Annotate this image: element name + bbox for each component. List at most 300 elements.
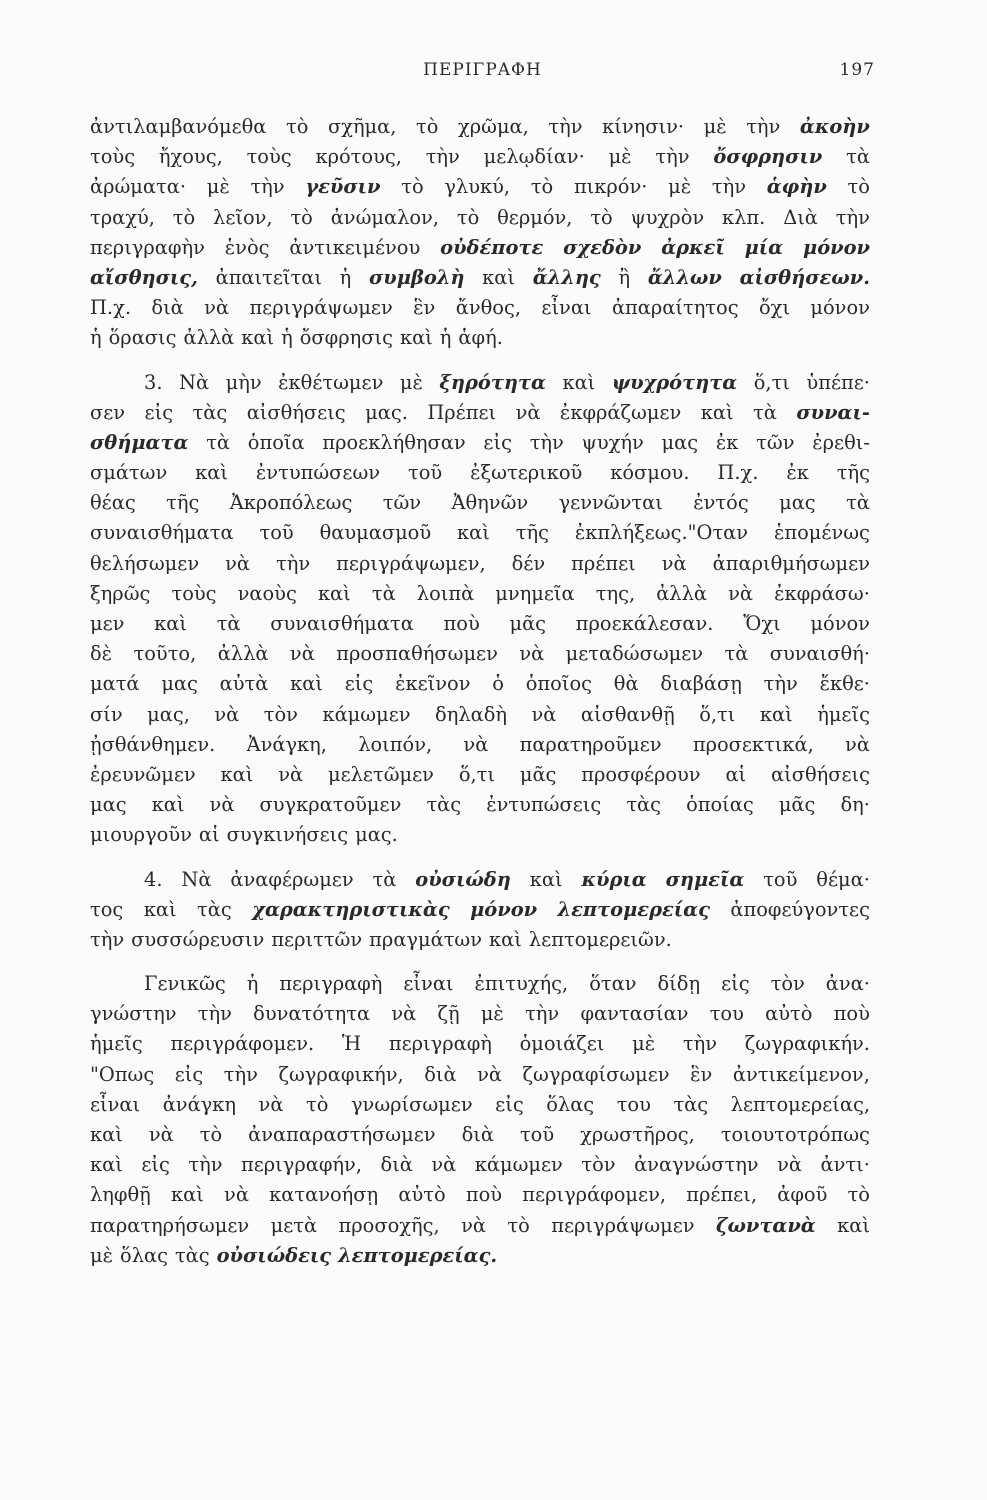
word: του bbox=[616, 1092, 651, 1116]
word: αἱ bbox=[725, 762, 747, 786]
word: λοιπὰ bbox=[416, 581, 475, 605]
emphasized-word: ὄσφρησιν bbox=[713, 145, 823, 169]
word: ἄνθος, bbox=[455, 296, 522, 320]
word: μὲ bbox=[632, 1032, 656, 1056]
word: ὅταν bbox=[589, 972, 637, 996]
word: Ὄχι bbox=[743, 612, 781, 635]
word: ἓν bbox=[690, 1062, 713, 1086]
word: αἰσθήσεις bbox=[246, 400, 346, 424]
word: νὰ bbox=[148, 1123, 174, 1146]
word: τὴν bbox=[529, 430, 564, 454]
word: τραχύ, bbox=[90, 205, 155, 229]
word: τῆς bbox=[836, 461, 870, 485]
word: τὰ bbox=[846, 145, 870, 169]
word: συναισθήματα bbox=[90, 521, 234, 545]
word: ἀντι· bbox=[820, 1153, 870, 1177]
word: εἶναι bbox=[403, 972, 454, 996]
word: 4. bbox=[144, 867, 163, 891]
text-line bbox=[90, 730, 870, 760]
word: δηλαδὴ bbox=[435, 702, 508, 726]
word: ἀρώματα· bbox=[90, 175, 186, 199]
word: τῶν bbox=[382, 491, 422, 515]
text-line bbox=[90, 895, 870, 925]
word: ἐκφράζωμεν bbox=[559, 400, 682, 424]
word: ἡ bbox=[439, 326, 452, 350]
word: Ἀνάγκη, bbox=[246, 732, 327, 756]
word: τοὺς bbox=[246, 145, 292, 169]
word: ματά bbox=[90, 672, 140, 696]
word: μεν bbox=[90, 612, 125, 635]
word: ναοὺς bbox=[237, 581, 297, 605]
word: μᾶς bbox=[509, 612, 547, 635]
word: Πρέπει bbox=[427, 400, 497, 424]
word: συναισθήματα bbox=[270, 612, 414, 635]
word: ἀναφέρωμεν bbox=[230, 867, 354, 891]
word: λοιπόν, bbox=[358, 732, 433, 756]
word: τὴν bbox=[746, 115, 781, 138]
word: Ἡ bbox=[341, 1032, 362, 1056]
word: τὸν bbox=[263, 702, 298, 726]
word: τὴν bbox=[197, 1002, 232, 1026]
word: Γενικῶς bbox=[144, 972, 226, 996]
word: κόσμου. bbox=[610, 461, 690, 485]
word: συναισθή· bbox=[769, 642, 870, 666]
word: τὰς bbox=[673, 1092, 709, 1116]
word: μὲ bbox=[703, 115, 727, 138]
word: ἀνα· bbox=[825, 972, 870, 996]
word: θέας bbox=[90, 491, 136, 515]
word: τὸ bbox=[199, 1123, 223, 1146]
word: ὄχι bbox=[758, 296, 790, 320]
word: αὐτὰ bbox=[219, 672, 269, 696]
word: ζωγραφίσωμεν bbox=[522, 1062, 670, 1086]
word: ἐρευνῶμεν bbox=[90, 762, 196, 786]
emphasized-word: αἴσθησις, bbox=[90, 265, 198, 289]
emphasized-word: ἀρκεῖ bbox=[661, 235, 725, 259]
word: προεκάλεσαν. bbox=[575, 612, 714, 635]
text-line bbox=[90, 263, 870, 293]
text-line bbox=[90, 865, 870, 895]
word: περιγράφομεν, bbox=[522, 1183, 667, 1207]
text-line bbox=[90, 1150, 870, 1180]
word: μνημεῖα bbox=[495, 581, 575, 605]
text-line bbox=[90, 609, 870, 639]
word: ἐντυπώσεις bbox=[486, 793, 602, 817]
word: γεννῶνται bbox=[558, 491, 663, 515]
word: θαυμασμοῦ bbox=[319, 521, 432, 545]
word: παρατηροῦμεν bbox=[519, 732, 662, 756]
word: μὲ bbox=[206, 175, 230, 199]
word: τὴν bbox=[763, 672, 798, 696]
word: νὰ bbox=[463, 732, 489, 756]
word: θελήσωμεν bbox=[90, 551, 200, 575]
word: νὰ bbox=[531, 702, 557, 726]
text-line bbox=[90, 1090, 870, 1120]
word: μὴν bbox=[225, 370, 262, 394]
word: καὶ bbox=[195, 461, 228, 485]
word: Π.χ. bbox=[90, 296, 131, 320]
word: διαβάσῃ bbox=[660, 672, 742, 696]
word: λεπτομερειῶν. bbox=[528, 927, 672, 951]
emphasized-word: μόνον bbox=[803, 235, 870, 259]
word: τὴν bbox=[548, 115, 583, 138]
word: νὰ bbox=[845, 732, 870, 756]
word: σχῆμα, bbox=[327, 115, 397, 138]
word: τὰ bbox=[206, 430, 231, 454]
word: μας. bbox=[365, 400, 408, 424]
word: εἰς bbox=[483, 430, 512, 454]
word: ἀνώμαλον, bbox=[330, 205, 440, 229]
word: συγκινήσεις bbox=[226, 823, 349, 847]
word: προσοχῆς, bbox=[338, 1213, 440, 1237]
word: ᾐσθάνθημεν. bbox=[90, 732, 216, 756]
word: ἡμεῖς bbox=[817, 702, 870, 726]
word: νὰ bbox=[278, 762, 304, 786]
word: "Οπως bbox=[90, 1062, 155, 1086]
word: ὁ bbox=[492, 672, 504, 696]
word: ζῇ bbox=[437, 1002, 460, 1026]
word: τοῦ bbox=[519, 1123, 555, 1146]
word: ὅ,τι bbox=[699, 702, 736, 726]
word: ὅλας bbox=[546, 1092, 595, 1116]
word: διὰ bbox=[151, 296, 184, 320]
text-line bbox=[90, 1211, 870, 1241]
text-line bbox=[90, 233, 870, 263]
word: τὴν bbox=[835, 205, 870, 229]
word: ψυχήν bbox=[581, 430, 644, 454]
word: αὐτὸ bbox=[765, 1002, 813, 1026]
word: χρῶμα, bbox=[457, 115, 529, 138]
word: αἱ bbox=[198, 823, 220, 847]
word: ἀναπαραστήσωμεν bbox=[248, 1123, 436, 1146]
word: ἐκ bbox=[715, 430, 739, 454]
word: ἐπιτυχής, bbox=[474, 972, 569, 996]
word: ἢ bbox=[618, 265, 631, 289]
word: τοῦ bbox=[407, 461, 443, 485]
word: περιγραφὴ bbox=[388, 1032, 492, 1056]
word: τοῦτο, bbox=[133, 642, 197, 666]
word: μετὰ bbox=[270, 1213, 318, 1237]
word: περιγράψωμεν bbox=[551, 1213, 695, 1237]
text-line bbox=[90, 1120, 870, 1150]
word: αἰσθήσεις bbox=[771, 762, 870, 786]
emphasized-word: αἰσθήσεων. bbox=[739, 265, 870, 289]
text-line bbox=[90, 579, 870, 609]
word: τὸ bbox=[305, 1092, 329, 1116]
emphasized-word: οὐσιώδη bbox=[415, 867, 511, 891]
word: νὰ bbox=[391, 1002, 417, 1026]
word: μας bbox=[90, 793, 127, 817]
word: κάμωμεν bbox=[474, 1153, 563, 1177]
word: καὶ bbox=[759, 702, 793, 726]
word: τὰ bbox=[216, 612, 241, 635]
word: τὴν bbox=[90, 927, 125, 951]
word: ἡ bbox=[339, 265, 352, 289]
word: μεταδώσωμεν bbox=[565, 642, 704, 666]
word: καὶ bbox=[489, 927, 522, 951]
paragraph bbox=[90, 112, 870, 354]
word: τὴν bbox=[425, 145, 460, 169]
word: κατανοήσῃ bbox=[269, 1183, 379, 1207]
word: ἀφοῦ bbox=[777, 1183, 828, 1207]
word: ἁφή. bbox=[458, 326, 503, 350]
word: τὸ bbox=[416, 115, 439, 138]
word: τὴν bbox=[188, 1153, 223, 1177]
word: δη· bbox=[840, 793, 870, 817]
word: ἐκεῖνον bbox=[395, 672, 471, 696]
word: νὰ bbox=[777, 1153, 802, 1177]
word: εἶναι bbox=[90, 1092, 141, 1116]
word: περιγραφὴν bbox=[90, 235, 205, 259]
word: μᾶς bbox=[519, 762, 557, 786]
word: μας bbox=[661, 430, 699, 454]
paragraph bbox=[90, 865, 870, 956]
word: τὴν bbox=[682, 1032, 717, 1056]
word: τὰ bbox=[724, 642, 749, 666]
word: μὲ bbox=[608, 145, 632, 169]
word: ἀνάγκη bbox=[162, 1092, 236, 1116]
text-line bbox=[90, 969, 870, 999]
word: μὲ bbox=[399, 370, 423, 394]
word: ἐξωτερικοῦ bbox=[470, 461, 583, 485]
paragraph-gap bbox=[90, 851, 870, 865]
word: εἰς bbox=[174, 1062, 204, 1086]
word: τοῦ bbox=[259, 521, 294, 545]
word: περιττῶν bbox=[271, 927, 363, 951]
word: αὐτὸ bbox=[398, 1183, 446, 1207]
text-line bbox=[90, 639, 870, 669]
word: μας bbox=[779, 491, 816, 515]
word: ἀλλὰ bbox=[183, 326, 235, 350]
emphasized-word: ἄλλης bbox=[532, 265, 601, 289]
word: καὶ bbox=[90, 1153, 123, 1177]
word: τὸ bbox=[401, 175, 424, 199]
word: εἶναι bbox=[541, 296, 592, 320]
text-line bbox=[90, 549, 870, 579]
word: τὰ bbox=[372, 867, 397, 891]
emphasized-word: λεπτομερείας bbox=[557, 897, 710, 921]
text-line bbox=[90, 488, 870, 518]
word: ὅλας bbox=[120, 1243, 168, 1267]
word: διὰ bbox=[380, 1153, 413, 1177]
word: θέμα· bbox=[816, 867, 870, 891]
word: καὶ bbox=[457, 521, 490, 545]
paragraph bbox=[90, 969, 870, 1271]
text-line bbox=[90, 1241, 870, 1271]
word: μελετῶμεν bbox=[327, 762, 434, 786]
word: ποὺ bbox=[443, 612, 480, 635]
word: ὅ,τι bbox=[753, 370, 790, 394]
emphasized-word: μόνον bbox=[470, 897, 538, 921]
emphasized-word: σχεδὸν bbox=[563, 235, 642, 259]
word: περιγράφομεν. bbox=[170, 1032, 315, 1056]
word: ἐκ bbox=[786, 461, 809, 485]
word: διὰ bbox=[424, 1062, 457, 1086]
paragraph-gap bbox=[90, 354, 870, 368]
word: ὑπέπε· bbox=[806, 370, 870, 394]
word: καὶ bbox=[837, 1213, 870, 1237]
word: τὰς bbox=[174, 1243, 210, 1267]
word: νὰ bbox=[728, 581, 753, 605]
word: μὲ bbox=[90, 1243, 114, 1267]
running-head bbox=[90, 60, 875, 86]
word: καὶ bbox=[482, 265, 515, 289]
word: τὰ bbox=[753, 400, 777, 424]
word: ὁποίας bbox=[686, 793, 754, 817]
word: Ἀθηνῶν bbox=[451, 491, 529, 515]
text-line bbox=[90, 172, 870, 202]
word: παρατηρήσωμεν bbox=[90, 1213, 250, 1237]
word: ἀλλὰ bbox=[656, 581, 707, 605]
word: ἑπομένως bbox=[773, 521, 870, 545]
text-line bbox=[90, 700, 870, 730]
word: τὴν bbox=[711, 175, 747, 199]
word: ποὺ bbox=[833, 1002, 870, 1026]
text-line bbox=[90, 1060, 870, 1090]
word: θερμόν, bbox=[497, 205, 573, 229]
word: τὸν bbox=[581, 1153, 616, 1177]
word: τὸ bbox=[507, 1213, 530, 1237]
text-line bbox=[90, 820, 870, 850]
emphasized-word: ζωντανὰ bbox=[715, 1213, 816, 1237]
word: ὅ,τι bbox=[458, 762, 495, 786]
word: τὴν bbox=[250, 175, 285, 199]
word: ἑνὸς bbox=[224, 235, 270, 259]
word: τὸ bbox=[456, 205, 480, 229]
word: μας. bbox=[355, 823, 398, 847]
text-line bbox=[90, 1180, 870, 1210]
word: σεν bbox=[90, 400, 126, 424]
word: 3. bbox=[144, 370, 163, 394]
word: τὴν bbox=[525, 1002, 560, 1026]
word: μόνον bbox=[810, 612, 870, 635]
word: διὰ bbox=[461, 1123, 494, 1146]
word: σμάτων bbox=[90, 461, 168, 485]
word: ἀντικείμενον, bbox=[732, 1062, 870, 1086]
word: ἀλλὰ bbox=[217, 642, 269, 666]
emphasized-word: λεπτομερείας. bbox=[338, 1243, 498, 1267]
word: ἐντός bbox=[693, 491, 749, 515]
paragraph bbox=[90, 368, 870, 851]
word: καὶ bbox=[399, 326, 433, 350]
word: εἰς bbox=[344, 672, 374, 696]
emphasized-word: ἁφὴν bbox=[766, 175, 827, 199]
word: συγκρατοῦμεν bbox=[259, 793, 402, 817]
text-line bbox=[90, 203, 870, 233]
word: ἡ bbox=[90, 326, 102, 350]
word: συσσώρευσιν bbox=[131, 927, 265, 951]
word: Π.χ. bbox=[717, 461, 759, 485]
word: τὸ bbox=[590, 205, 613, 229]
word: τὰς bbox=[426, 793, 462, 817]
word: φαντασίαν bbox=[580, 1002, 689, 1026]
word: της, bbox=[595, 581, 636, 605]
word: ὁμοιάζει bbox=[519, 1032, 605, 1056]
word: ἐρεθι- bbox=[812, 430, 870, 454]
word: τὰς bbox=[192, 400, 228, 424]
word: περιγραφὴ bbox=[279, 972, 383, 996]
word: Νὰ bbox=[179, 370, 210, 394]
word: καὶ bbox=[700, 400, 734, 424]
word: τὴν bbox=[655, 145, 690, 169]
word: ἀπαραίτητος bbox=[611, 296, 739, 320]
word: νὰ bbox=[214, 702, 240, 726]
word: τὸν bbox=[770, 972, 805, 996]
word: ἐντυπώσεων bbox=[255, 461, 381, 485]
text-line bbox=[90, 669, 870, 699]
word: κίνησιν· bbox=[602, 115, 685, 138]
word: περιγραφήν, bbox=[240, 1153, 363, 1177]
word: τῶν bbox=[756, 430, 795, 454]
word: νὰ bbox=[289, 642, 315, 666]
emphasized-word: ἀκοὴν bbox=[799, 115, 870, 138]
word: νὰ bbox=[431, 1153, 457, 1177]
word: ἀπαριθμήσωμεν bbox=[712, 551, 870, 575]
body-text bbox=[90, 112, 870, 1271]
emphasized-word: σθήματα bbox=[90, 430, 189, 454]
word: περιγράψωμεν, bbox=[336, 551, 486, 575]
word: ἐκφράσω· bbox=[774, 581, 870, 605]
word: ἓν bbox=[413, 296, 436, 320]
word: γνώστην bbox=[90, 1002, 177, 1026]
word: πρέπει, bbox=[686, 1183, 757, 1207]
word: δίδῃ bbox=[657, 972, 701, 996]
word: καὶ bbox=[241, 326, 275, 350]
emphasized-word: συναι- bbox=[796, 400, 870, 424]
text-line bbox=[90, 368, 870, 398]
word: ζωγραφικήν. bbox=[744, 1032, 870, 1056]
word: τὸ bbox=[285, 115, 309, 138]
emphasized-word: οὐδέποτε bbox=[440, 235, 544, 259]
word: καὶ bbox=[151, 793, 185, 817]
emphasized-word: σημεῖα bbox=[665, 867, 745, 891]
word: τοῦ bbox=[763, 867, 798, 891]
word: καὶ bbox=[317, 581, 351, 605]
word: ἤχους, bbox=[158, 145, 223, 169]
word: καὶ bbox=[154, 612, 187, 635]
word: καὶ bbox=[220, 762, 254, 786]
word: νὰ bbox=[224, 1183, 249, 1207]
word: μιουργοῦν bbox=[90, 823, 192, 847]
word: ἔκθε· bbox=[819, 672, 870, 696]
word: μᾶς bbox=[778, 793, 816, 817]
word: νὰ bbox=[209, 793, 235, 817]
word: νὰ bbox=[661, 551, 687, 575]
word: μας, bbox=[147, 702, 190, 726]
text-line bbox=[90, 428, 870, 458]
word: ὁποῖος bbox=[525, 672, 592, 696]
word: νὰ bbox=[225, 551, 251, 575]
word: μελῳδίαν· bbox=[483, 145, 585, 169]
emphasized-word: οὐσιώδεις bbox=[216, 1243, 332, 1267]
word: μόνον bbox=[810, 296, 870, 320]
word: ἀναγνώστην bbox=[634, 1153, 759, 1177]
word: περιγράψωμεν bbox=[249, 296, 393, 320]
word: μὲ bbox=[480, 1002, 504, 1026]
word: ξηρῶς bbox=[90, 581, 151, 605]
word: τὴν bbox=[276, 551, 311, 575]
text-line bbox=[90, 760, 870, 790]
word: μας bbox=[161, 672, 198, 696]
word: νὰ bbox=[515, 400, 541, 424]
word: πρέπει bbox=[571, 551, 636, 575]
word: νὰ bbox=[258, 1092, 284, 1116]
running-title: ΠΕΡΙΓΡΑΦΗ bbox=[423, 60, 542, 80]
word: ζωγραφικήν, bbox=[278, 1062, 404, 1086]
word: θὰ bbox=[613, 672, 639, 696]
word: εἰς bbox=[495, 1092, 524, 1116]
word: νὰ bbox=[204, 296, 230, 320]
